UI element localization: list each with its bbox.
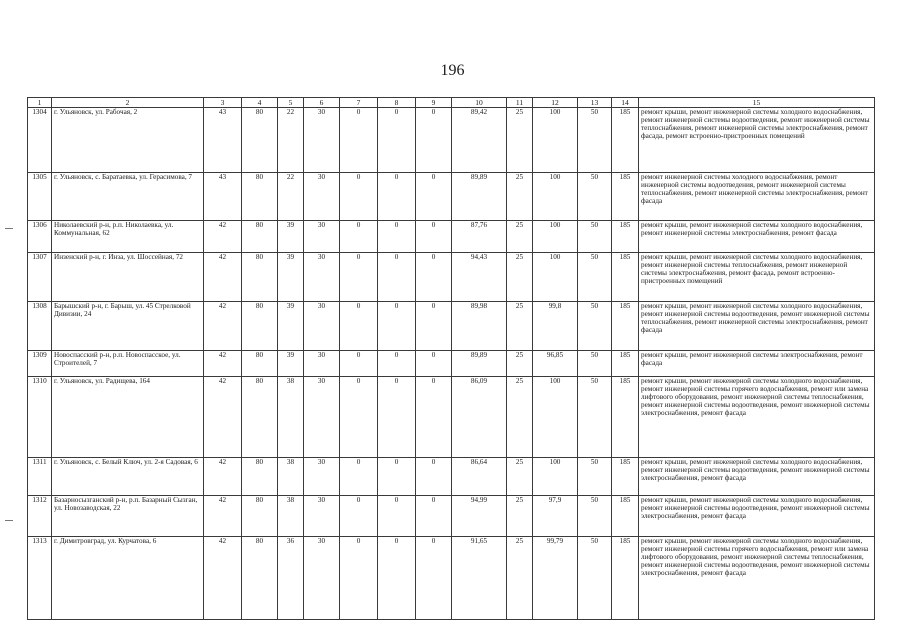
value-cell-c14: 185	[612, 221, 639, 253]
value-cell-c6: 30	[304, 302, 340, 351]
value-cell-c11: 25	[507, 537, 533, 620]
value-cell-c14: 185	[612, 377, 639, 458]
value-cell-c5: 39	[278, 302, 304, 351]
row-number: 1309	[28, 351, 52, 377]
value-cell-c4: 80	[242, 351, 278, 377]
value-cell-c3: 43	[204, 173, 242, 221]
value-cell-c5: 39	[278, 221, 304, 253]
value-cell-c8: 0	[378, 108, 416, 173]
margin-mark	[5, 228, 13, 229]
value-cell-c12: 99,79	[533, 537, 578, 620]
value-cell-c8: 0	[378, 221, 416, 253]
table-row	[28, 351, 875, 377]
value-cell-c6: 30	[304, 221, 340, 253]
value-cell-c7: 0	[340, 221, 378, 253]
address-cell: Николаевский р-н, р.п. Николаевка, ул. Коммунальная, 62	[52, 221, 204, 253]
works-list-cell: ремонт инженерной системы холодного водоснабжения, ремонт инженерной системы водоотведения, ремонт инженерной системы теплоснабжения, ремонт инженерной системы электроснабжения, ремонт фасада	[639, 173, 875, 221]
value-cell-c13: 50	[578, 496, 612, 537]
page-number: 196	[440, 62, 465, 79]
value-cell-c11: 25	[507, 377, 533, 458]
value-cell-c4: 80	[242, 253, 278, 302]
value-cell-c8: 0	[378, 377, 416, 458]
column-header: 2	[52, 98, 204, 108]
row-number: 1304	[28, 108, 52, 173]
table-row	[28, 377, 875, 458]
value-cell-c10: 87,76	[452, 221, 507, 253]
column-header: 5	[278, 98, 304, 108]
value-cell-c9: 0	[416, 221, 452, 253]
row-number: 1310	[28, 377, 52, 458]
value-cell-c9: 0	[416, 253, 452, 302]
column-header: 6	[304, 98, 340, 108]
value-cell-c10: 91,65	[452, 537, 507, 620]
row-number: 1313	[28, 537, 52, 620]
value-cell-c9: 0	[416, 302, 452, 351]
value-cell-c14: 185	[612, 496, 639, 537]
value-cell-c7: 0	[340, 108, 378, 173]
address-cell: г. Димитровград, ул. Курчатова, 6	[52, 537, 204, 620]
value-cell-c9: 0	[416, 496, 452, 537]
column-header: 1	[28, 98, 52, 108]
works-list-cell: ремонт крыши, ремонт инженерной системы электроснабжения, ремонт фасада	[639, 351, 875, 377]
value-cell-c7: 0	[340, 458, 378, 496]
value-cell-c6: 30	[304, 537, 340, 620]
value-cell-c8: 0	[378, 173, 416, 221]
value-cell-c3: 42	[204, 253, 242, 302]
value-cell-c8: 0	[378, 537, 416, 620]
value-cell-c4: 80	[242, 496, 278, 537]
value-cell-c9: 0	[416, 377, 452, 458]
value-cell-c12: 100	[533, 377, 578, 458]
row-number: 1308	[28, 302, 52, 351]
value-cell-c14: 185	[612, 302, 639, 351]
value-cell-c11: 25	[507, 221, 533, 253]
value-cell-c5: 22	[278, 108, 304, 173]
column-header: 13	[578, 98, 612, 108]
row-number: 1306	[28, 221, 52, 253]
address-cell: Инзенский р-н, г. Инза, ул. Шоссейная, 72	[52, 253, 204, 302]
value-cell-c12: 100	[533, 253, 578, 302]
value-cell-c9: 0	[416, 173, 452, 221]
value-cell-c6: 30	[304, 377, 340, 458]
value-cell-c10: 89,89	[452, 351, 507, 377]
value-cell-c3: 42	[204, 377, 242, 458]
value-cell-c7: 0	[340, 302, 378, 351]
value-cell-c8: 0	[378, 458, 416, 496]
value-cell-c14: 185	[612, 173, 639, 221]
value-cell-c12: 97,9	[533, 496, 578, 537]
column-header: 3	[204, 98, 242, 108]
works-list-cell: ремонт крыши, ремонт инженерной системы холодного водоснабжения, ремонт инженерной системы теплоснабжения, ремонт инженерной системы электроснабжения, ремонт фасада, ремонт встроенно-пристроенных помещений	[639, 253, 875, 302]
value-cell-c13: 50	[578, 537, 612, 620]
value-cell-c11: 25	[507, 108, 533, 173]
value-cell-c7: 0	[340, 496, 378, 537]
value-cell-c4: 80	[242, 377, 278, 458]
value-cell-c6: 30	[304, 108, 340, 173]
value-cell-c9: 0	[416, 537, 452, 620]
value-cell-c14: 185	[612, 458, 639, 496]
works-list-cell: ремонт крыши, ремонт инженерной системы холодного водоснабжения, ремонт инженерной системы водоотведения, ремонт инженерной системы теплоснабжения, ремонт инженерной системы электроснабжения, ремонт фасада	[639, 302, 875, 351]
value-cell-c11: 25	[507, 302, 533, 351]
address-cell: г. Ульяновск, ул. Радищева, 164	[52, 377, 204, 458]
address-cell: Новоспасский р-н, р.п. Новоспасское, ул. Строителей, 7	[52, 351, 204, 377]
row-number: 1307	[28, 253, 52, 302]
value-cell-c10: 94,43	[452, 253, 507, 302]
value-cell-c13: 50	[578, 351, 612, 377]
value-cell-c6: 30	[304, 173, 340, 221]
value-cell-c6: 30	[304, 458, 340, 496]
value-cell-c7: 0	[340, 537, 378, 620]
value-cell-c12: 100	[533, 173, 578, 221]
column-header: 12	[533, 98, 578, 108]
value-cell-c13: 50	[578, 302, 612, 351]
value-cell-c10: 86,64	[452, 458, 507, 496]
value-cell-c3: 42	[204, 351, 242, 377]
works-list-cell: ремонт крыши, ремонт инженерной системы холодного водоснабжения, ремонт инженерной системы водоотведения, ремонт инженерной системы теплоснабжения, ремонт инженерной системы электроснабжения, ремонт фасада, ремонт встроенно-пристроенных помещений	[639, 108, 875, 173]
works-list-cell: ремонт крыши, ремонт инженерной системы холодного водоснабжения, ремонт инженерной системы горячего водоснабжения, ремонт или замена лифтового оборудования, ремонт инженерной системы теплоснабжения, ремонт инженерной системы водоотведения, ремонт инженерной системы электроснабжения, ремонт фасада	[639, 537, 875, 620]
row-number: 1311	[28, 458, 52, 496]
value-cell-c14: 185	[612, 537, 639, 620]
column-header: 8	[378, 98, 416, 108]
margin-mark	[5, 520, 13, 521]
value-cell-c8: 0	[378, 496, 416, 537]
value-cell-c14: 185	[612, 108, 639, 173]
value-cell-c3: 42	[204, 302, 242, 351]
table-row	[28, 221, 875, 253]
value-cell-c13: 50	[578, 377, 612, 458]
value-cell-c9: 0	[416, 458, 452, 496]
table-row	[28, 458, 875, 496]
column-header: 4	[242, 98, 278, 108]
value-cell-c12: 99,8	[533, 302, 578, 351]
address-cell: г. Ульяновск, с. Белый Ключ, ул. 2-я Садовая, 6	[52, 458, 204, 496]
registry-table	[27, 97, 875, 620]
value-cell-c6: 30	[304, 253, 340, 302]
value-cell-c5: 36	[278, 537, 304, 620]
value-cell-c11: 25	[507, 458, 533, 496]
works-list-cell: ремонт крыши, ремонт инженерной системы холодного водоснабжения, ремонт инженерной системы водоотведения, ремонт инженерной системы электроснабжения, ремонт фасада	[639, 458, 875, 496]
value-cell-c7: 0	[340, 377, 378, 458]
value-cell-c3: 42	[204, 458, 242, 496]
value-cell-c10: 89,42	[452, 108, 507, 173]
value-cell-c11: 25	[507, 253, 533, 302]
row-number: 1305	[28, 173, 52, 221]
table-row	[28, 496, 875, 537]
value-cell-c10: 86,09	[452, 377, 507, 458]
table-row	[28, 302, 875, 351]
value-cell-c11: 25	[507, 496, 533, 537]
table-row	[28, 253, 875, 302]
works-list-cell: ремонт крыши, ремонт инженерной системы холодного водоснабжения, ремонт инженерной системы водоотведения, ремонт инженерной системы электроснабжения, ремонт фасада	[639, 496, 875, 537]
value-cell-c7: 0	[340, 351, 378, 377]
column-header: 9	[416, 98, 452, 108]
column-header: 7	[340, 98, 378, 108]
value-cell-c7: 0	[340, 253, 378, 302]
value-cell-c13: 50	[578, 458, 612, 496]
value-cell-c13: 50	[578, 253, 612, 302]
value-cell-c4: 80	[242, 302, 278, 351]
address-cell: г. Ульяновск, ул. Рабочая, 2	[52, 108, 204, 173]
value-cell-c3: 42	[204, 221, 242, 253]
value-cell-c12: 100	[533, 458, 578, 496]
value-cell-c13: 50	[578, 173, 612, 221]
row-number: 1312	[28, 496, 52, 537]
value-cell-c3: 42	[204, 537, 242, 620]
value-cell-c5: 38	[278, 458, 304, 496]
value-cell-c12: 96,85	[533, 351, 578, 377]
address-cell: Барышский р-н, г. Барыш, ул. 45 Стрелковой Дивизии, 24	[52, 302, 204, 351]
value-cell-c10: 89,89	[452, 173, 507, 221]
value-cell-c4: 80	[242, 458, 278, 496]
value-cell-c5: 22	[278, 173, 304, 221]
value-cell-c9: 0	[416, 351, 452, 377]
address-cell: Базарносызганский р-н, р.п. Базарный Сызган, ул. Новозаводская, 22	[52, 496, 204, 537]
value-cell-c11: 25	[507, 173, 533, 221]
value-cell-c10: 94,99	[452, 496, 507, 537]
table-row	[28, 173, 875, 221]
column-header: 10	[452, 98, 507, 108]
column-number-row	[28, 98, 875, 108]
value-cell-c8: 0	[378, 351, 416, 377]
value-cell-c7: 0	[340, 173, 378, 221]
column-header: 11	[507, 98, 533, 108]
value-cell-c8: 0	[378, 302, 416, 351]
value-cell-c9: 0	[416, 108, 452, 173]
value-cell-c6: 30	[304, 496, 340, 537]
value-cell-c13: 50	[578, 108, 612, 173]
value-cell-c6: 30	[304, 351, 340, 377]
value-cell-c12: 100	[533, 221, 578, 253]
value-cell-c3: 42	[204, 496, 242, 537]
column-header: 15	[639, 98, 875, 108]
value-cell-c10: 89,98	[452, 302, 507, 351]
value-cell-c5: 39	[278, 351, 304, 377]
value-cell-c14: 185	[612, 351, 639, 377]
value-cell-c5: 39	[278, 253, 304, 302]
value-cell-c13: 50	[578, 221, 612, 253]
value-cell-c12: 100	[533, 108, 578, 173]
value-cell-c4: 80	[242, 537, 278, 620]
works-list-cell: ремонт крыши, ремонт инженерной системы холодного водоснабжения, ремонт инженерной системы электроснабжения, ремонт фасада	[639, 221, 875, 253]
works-list-cell: ремонт крыши, ремонт инженерной системы холодного водоснабжения, ремонт инженерной системы горячего водоснабжения, ремонт или замена лифтового оборудования, ремонт инженерной системы теплоснабжения, ремонт инженерной системы водоотведения, ремонт инженерной системы электроснабжения, ремонт фасада	[639, 377, 875, 458]
value-cell-c3: 43	[204, 108, 242, 173]
value-cell-c11: 25	[507, 351, 533, 377]
value-cell-c5: 38	[278, 496, 304, 537]
value-cell-c5: 38	[278, 377, 304, 458]
value-cell-c4: 80	[242, 108, 278, 173]
value-cell-c4: 80	[242, 173, 278, 221]
address-cell: г. Ульяновск, с. Баратаевка, ул. Герасимова, 7	[52, 173, 204, 221]
table-row	[28, 537, 875, 620]
table-row	[28, 108, 875, 173]
column-header: 14	[612, 98, 639, 108]
value-cell-c14: 185	[612, 253, 639, 302]
value-cell-c4: 80	[242, 221, 278, 253]
value-cell-c8: 0	[378, 253, 416, 302]
